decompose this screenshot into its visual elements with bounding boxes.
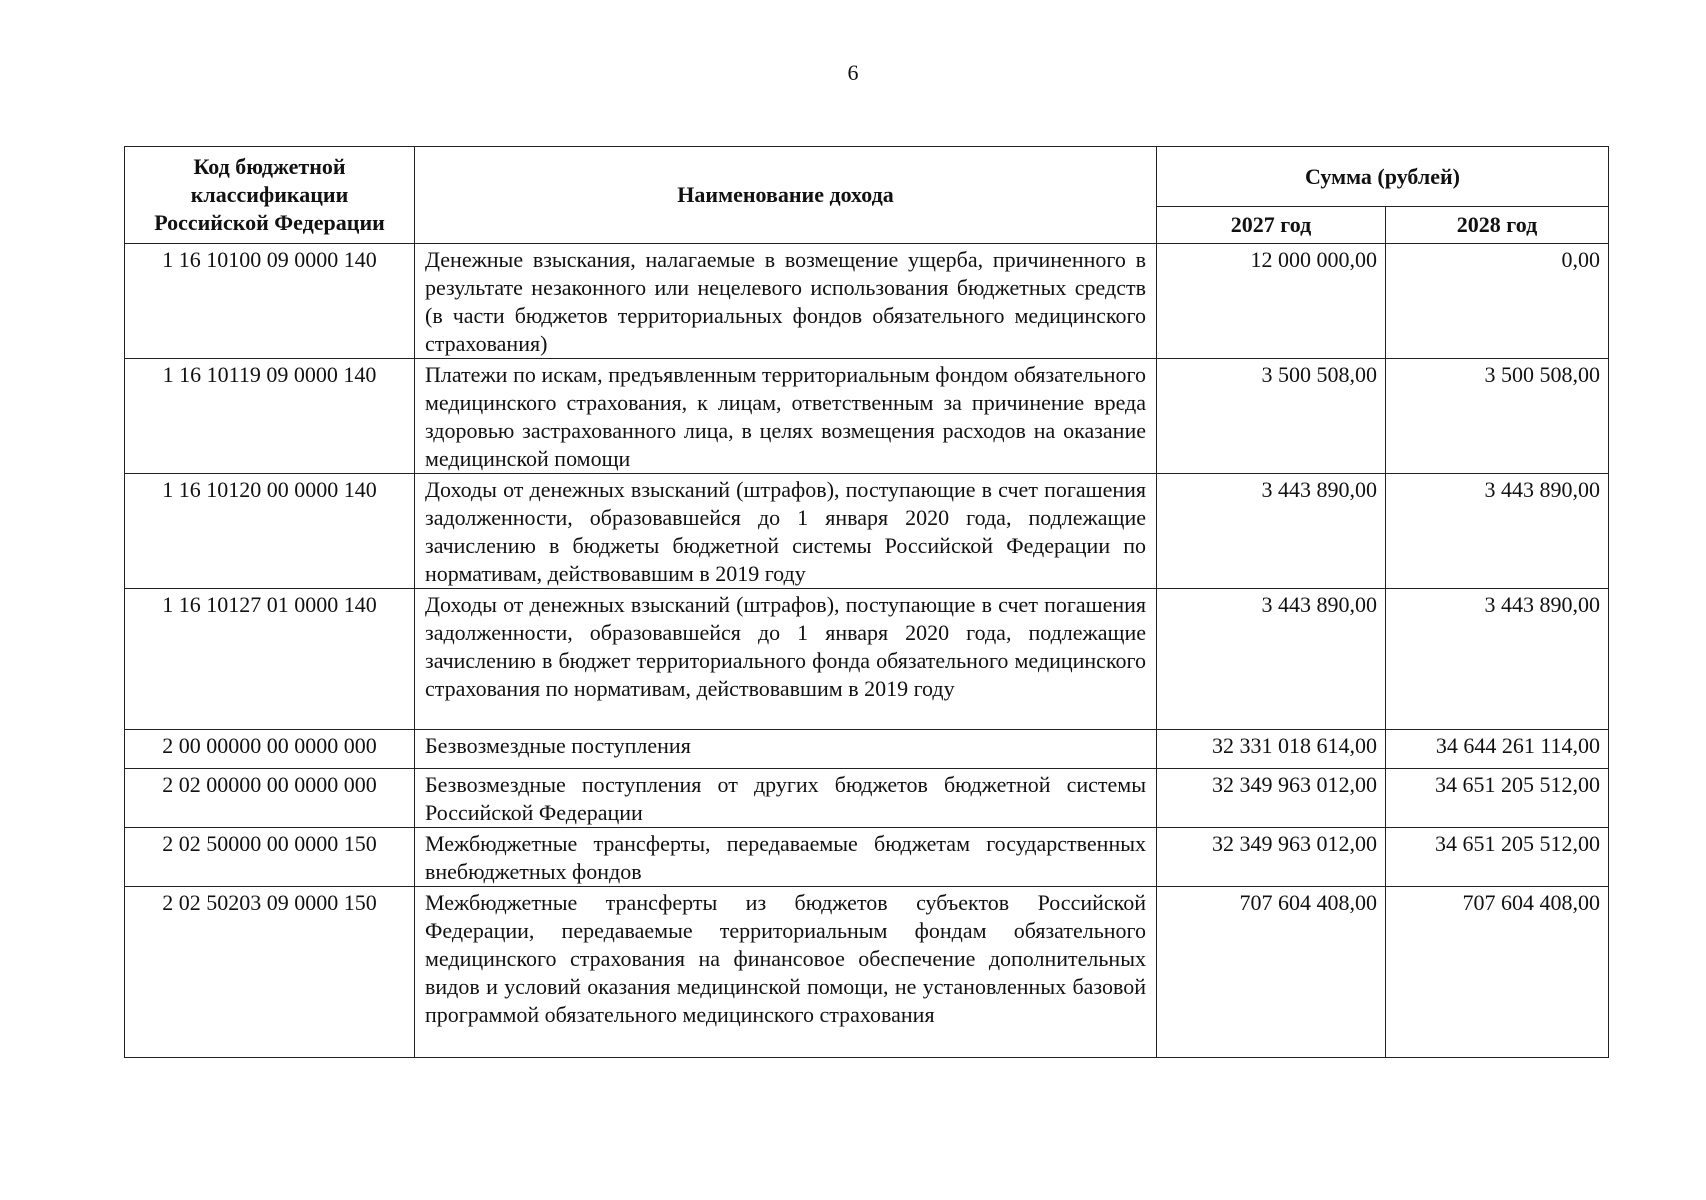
row-code: 1 16 10120 00 0000 140 [125, 474, 415, 589]
row-amount-2027: 3 443 890,00 [1157, 589, 1386, 730]
table-row [125, 769, 1609, 828]
table-row [125, 828, 1609, 887]
header-year-2027: 2027 год [1157, 207, 1386, 244]
table-row [125, 359, 1609, 474]
row-amount-2027: 707 604 408,00 [1157, 887, 1386, 1058]
header-year-2028: 2028 год [1386, 207, 1609, 244]
row-code: 2 02 00000 00 0000 000 [125, 769, 415, 828]
table-row [125, 887, 1609, 1058]
row-name: Платежи по искам, предъявленным территориальным фондом обязательного медицинского страхования, к лицам, ответственным за причинение вреда здоровью застрахованного лица, в целях возмещения расходов на оказание медицинской помощи [415, 359, 1157, 474]
row-code: 1 16 10100 09 0000 140 [125, 244, 415, 359]
row-amount-2027: 3 443 890,00 [1157, 474, 1386, 589]
revenue-table [124, 146, 1609, 1058]
row-code: 2 00 00000 00 0000 000 [125, 730, 415, 769]
row-amount-2028: 3 500 508,00 [1386, 359, 1609, 474]
row-name: Безвозмездные поступления [415, 730, 1157, 769]
row-amount-2028: 34 651 205 512,00 [1386, 828, 1609, 887]
row-name: Межбюджетные трансферты из бюджетов субъектов Российской Федерации, передаваемые территориальным фондам обязательного медицинского страхования на финансовое обеспечение дополнительных видов и условий оказания медицинской помощи, не установленных базовой программой обязательного медицинского страхования [415, 887, 1157, 1058]
row-amount-2028: 707 604 408,00 [1386, 887, 1609, 1058]
row-amount-2028: 34 651 205 512,00 [1386, 769, 1609, 828]
row-amount-2027: 3 500 508,00 [1157, 359, 1386, 474]
row-name: Безвозмездные поступления от других бюджетов бюджетной системы Российской Федерации [415, 769, 1157, 828]
row-code: 1 16 10119 09 0000 140 [125, 359, 415, 474]
table-row [125, 589, 1609, 730]
row-amount-2027: 12 000 000,00 [1157, 244, 1386, 359]
header-code: Код бюджетной классификации Российской Федерации [125, 147, 415, 244]
row-amount-2027: 32 349 963 012,00 [1157, 769, 1386, 828]
row-name: Доходы от денежных взысканий (штрафов), поступающие в счет погашения задолженности, образовавшейся до 1 января 2020 года, подлежащие зачислению в бюджеты бюджетной системы Российской Федерации по нормативам, действовавшим в 2019 году [415, 474, 1157, 589]
table-row [125, 244, 1609, 359]
header-name: Наименование дохода [415, 147, 1157, 244]
row-name: Межбюджетные трансферты, передаваемые бюджетам государственных внебюджетных фондов [415, 828, 1157, 887]
row-amount-2028: 3 443 890,00 [1386, 474, 1609, 589]
page-number: 6 [847, 60, 859, 85]
row-code: 1 16 10127 01 0000 140 [125, 589, 415, 730]
table-row [125, 730, 1609, 769]
row-amount-2028: 0,00 [1386, 244, 1609, 359]
row-amount-2027: 32 331 018 614,00 [1157, 730, 1386, 769]
row-amount-2028: 34 644 261 114,00 [1386, 730, 1609, 769]
row-name: Доходы от денежных взысканий (штрафов), поступающие в счет погашения задолженности, образовавшейся до 1 января 2020 года, подлежащие зачислению в бюджет территориального фонда обязательного медицинского страхования по нормативам, действовавшим в 2019 году [415, 589, 1157, 730]
row-code: 2 02 50000 00 0000 150 [125, 828, 415, 887]
row-amount-2028: 3 443 890,00 [1386, 589, 1609, 730]
table-row [125, 474, 1609, 589]
header-amount: Сумма (рублей) [1157, 147, 1609, 207]
row-amount-2027: 32 349 963 012,00 [1157, 828, 1386, 887]
row-code: 2 02 50203 09 0000 150 [125, 887, 415, 1058]
row-name: Денежные взыскания, налагаемые в возмещение ущерба, причиненного в результате незаконного или нецелевого использования бюджетных средств (в части бюджетов территориальных фондов обязательного медицинского страхования) [415, 244, 1157, 359]
